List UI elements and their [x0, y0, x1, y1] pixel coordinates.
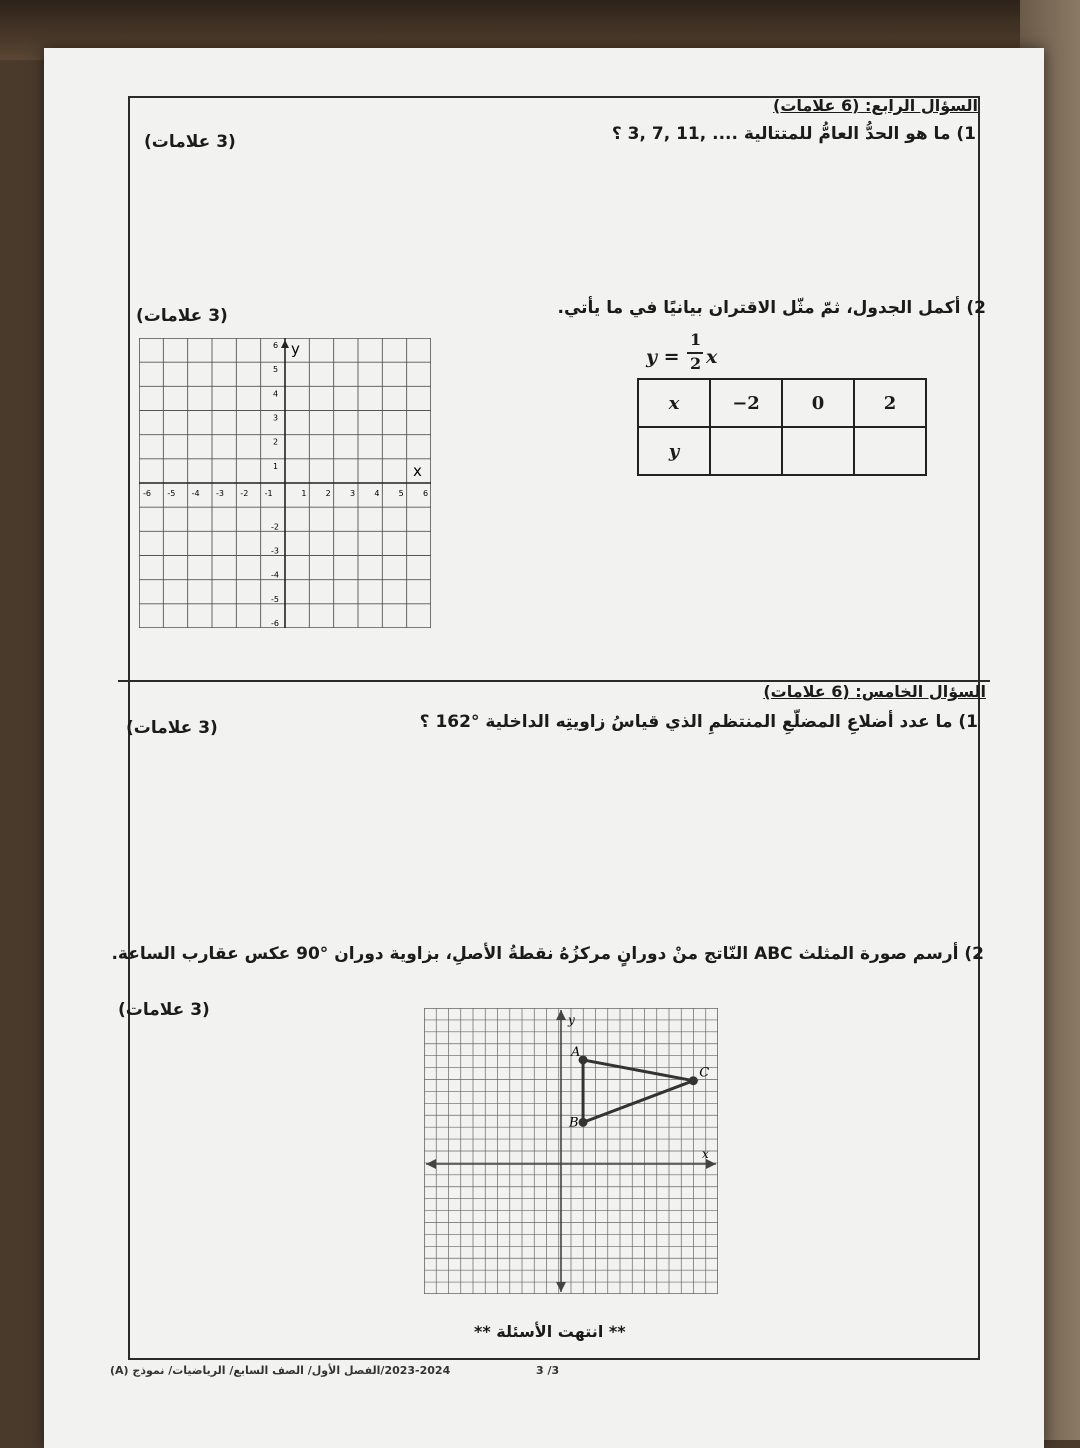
y-tick-label: 2: [273, 437, 279, 447]
x-tick-label: -3: [216, 489, 224, 498]
equation-numerator: 1: [690, 330, 702, 349]
x-tick-label: 3: [350, 489, 356, 498]
x-tick-label: -1: [264, 489, 273, 498]
table-cell-x2: 0: [782, 379, 854, 427]
x-tick-label: 6: [423, 489, 429, 498]
vertex-b-point: [579, 1118, 588, 1127]
x-tick-label: 5: [398, 489, 404, 498]
y-tick-label: 3: [273, 413, 279, 423]
q4-item2: 2) أكمل الجدول، ثمّ مثّل الاقتران بيانيًا في ما يأتي.: [557, 298, 986, 318]
y-tick-label: 5: [273, 365, 279, 375]
coordinate-grid-q4[interactable]: [139, 338, 431, 628]
table-row-y: [638, 427, 926, 475]
footer-page-number: 3 /3: [536, 1364, 560, 1377]
values-table: [637, 378, 927, 476]
table-cell-y2[interactable]: [782, 427, 854, 475]
y-axis-label: y: [568, 1013, 575, 1027]
q5-item1-marks: (3 علامات): [126, 718, 218, 738]
x-tick-label: 4: [374, 489, 380, 498]
x-tick-label: -6: [143, 489, 151, 498]
q5-heading-marks: (6 علامات): [763, 682, 850, 701]
q5-heading: السؤال الخامس:: [855, 682, 986, 701]
table-header-y: y: [638, 427, 710, 475]
coordinate-grid-q5[interactable]: [424, 1008, 718, 1294]
table-cell-y3[interactable]: [854, 427, 926, 475]
q5-heading-group: [763, 682, 986, 701]
x-tick-label: 2: [325, 489, 331, 498]
exam-page: [44, 48, 1044, 1448]
x-axis-label: x: [702, 1147, 709, 1161]
equation-denominator: 2: [690, 354, 702, 373]
equation-variable: x: [706, 346, 718, 368]
y-tick-label: -4: [271, 570, 279, 580]
vertex-label: A: [571, 1044, 581, 1060]
y-tick-label: 4: [273, 389, 279, 399]
y-tick-label: -2: [271, 522, 279, 532]
q5-item1: 1) ما عدد أضلاعِ المضلّعِ المنتظمِ الذي قياسُ زاويتِه الداخلية °162 ؟: [419, 712, 978, 732]
q4-item2-marks: (3 علامات): [136, 306, 228, 326]
q4-item1-marks: (3 علامات): [144, 132, 236, 152]
footer-course-info: 2023-2024/الفصل الأول/ الصف السابع/ الرياضيات/ نموذج (A): [110, 1364, 451, 1377]
vertex-label: B: [569, 1115, 579, 1131]
x-tick-label: 1: [301, 489, 307, 498]
x-tick-label: -4: [191, 489, 200, 498]
triangle-vertices: [568, 1045, 709, 1130]
x-axis-label: x: [413, 462, 422, 480]
q4-heading-marks: (6 علامات): [773, 96, 860, 115]
x-tick-label: -5: [167, 489, 176, 498]
y-tick-label: 1: [273, 461, 279, 471]
vertex-label: C: [699, 1065, 710, 1081]
x-tick-label: -2: [240, 489, 249, 498]
y-tick-labels: [271, 341, 279, 628]
table-cell-y1[interactable]: [710, 427, 782, 475]
q5-item2-marks: (3 علامات): [118, 1000, 210, 1020]
end-of-questions: ** انتهت الأسئلة **: [474, 1322, 626, 1341]
vertex-c-point: [689, 1076, 698, 1085]
q4-heading-group: [773, 96, 978, 115]
q5-item2: 2) أرسم صورة المثلث ABC النّاتج منْ دورانٍ مركزُهُ نقطةُ الأصلِ، بزاوية دوران °90 عكس عقارب الساعة.: [111, 944, 984, 964]
table-cell-x3: 2: [854, 379, 926, 427]
q4-item1: 1) ما هو الحدُّ العامُّ للمتتالية .... ,11 ,7 ,3 ؟: [611, 124, 976, 144]
table-cell-x1: −2: [710, 379, 782, 427]
q4-heading: السؤال الرابع:: [864, 96, 978, 115]
table-header-x: x: [638, 379, 710, 427]
equation-lhs: y =: [646, 346, 680, 368]
y-tick-label: -6: [271, 619, 279, 628]
y-tick-label: -5: [271, 594, 279, 604]
table-row-x: [638, 379, 926, 427]
y-tick-label: -3: [271, 546, 279, 556]
y-axis-label: y: [291, 340, 300, 358]
y-tick-label: 6: [273, 341, 279, 350]
